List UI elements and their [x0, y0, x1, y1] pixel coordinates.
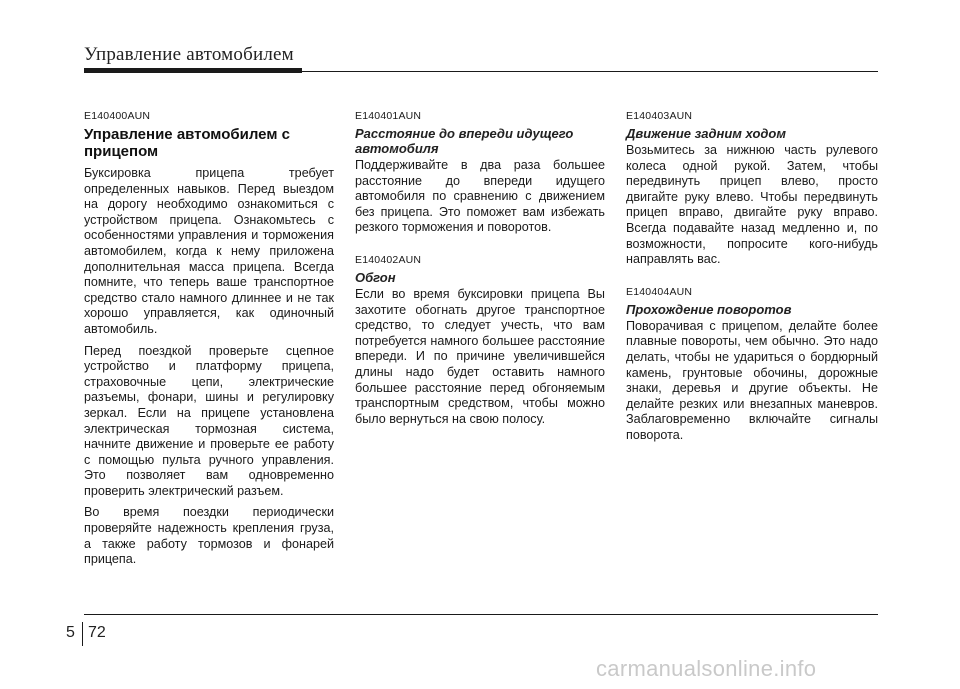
section-heading: Движение задним ходом	[626, 126, 786, 141]
header-title: Управление автомобилем	[84, 44, 294, 65]
column-3	[626, 110, 878, 450]
section-heading: Расстояние до впереди идущего автомобиля	[355, 126, 574, 156]
section-heading: Обгон	[355, 269, 396, 285]
header-rule-thin	[84, 71, 878, 72]
paragraph: Буксировка прицепа требует определенных навыков. Перед выездом на дорогу необходимо ознакомиться с устройством прицепа. Ознакомьтесь с особенностями управления и торможения автомобилем, когда к нему приложена дополнительная масса прицепа. Всегда помните, что теперь ваше транспортное средство стало намного длиннее и не так хорошо управляется, как одиночный автомобиль.	[84, 166, 334, 336]
footer-rule	[84, 614, 878, 615]
column-2	[355, 110, 605, 433]
section-heading: Прохождение поворотов	[626, 301, 792, 317]
section-code: E140403AUN	[626, 110, 693, 122]
column-1	[84, 110, 334, 574]
paragraph: Во время поездки периодически проверяйте надежность крепления груза, а также работу тормозов и фонарей прицепа.	[84, 505, 334, 567]
section-code: E140400AUN	[84, 110, 151, 122]
section-heading: Управление автомобилем с прицепом	[84, 126, 290, 160]
section-code: E140402AUN	[355, 253, 422, 266]
paragraph: Поворачивая с прицепом, делайте более плавные повороты, чем обычно. Это надо делать, чтобы не удариться о бордюрный камень, грунтовые обочины, дорожные знаки, деревья и другие объекты. Не делайте резких или внезапных маневров. Заблаговременно включайте сигналы поворота.	[626, 318, 878, 442]
paragraph: Перед поездкой проверьте сцепное устройство и платформу прицепа, страховочные цепи, электрические разъемы, фонари, шины и регулировку зеркал. Если на прицепе установлена электрическая тормозная система, начните движение и проверьте ее работу с помощью пульта ручного управления. Это позволяет вам одновременно проверить электрический разъем.	[84, 343, 334, 498]
page-number: 72	[88, 624, 106, 641]
paragraph: Возьмитесь за нижнюю часть рулевого колеса одной рукой. Затем, чтобы передвинуть прицеп влево, просто двигайте руку влево. Чтобы передвинуть прицеп вправо, двигайте руку вправо. Всегда подавайте назад медленно и, по возможности, попросите кого-нибудь направлять вас.	[626, 143, 878, 267]
paragraph: Поддерживайте в два раза большее расстояние до впереди идущего автомобиля по сравнению с движением без прицепа. Это поможет вам избежать резкого торможения и поворотов.	[355, 158, 605, 235]
watermark-text: carmanualsonline.info	[596, 656, 817, 681]
section-code: E140404AUN	[626, 285, 693, 298]
section-code: E140401AUN	[355, 110, 422, 122]
footer-divider	[82, 622, 83, 646]
section-number: 5	[66, 624, 75, 641]
paragraph: Если во время буксировки прицепа Вы захотите обогнать другое транспортное средство, то следует учесть, что вам потребуется намного большее расстояние впереди. И по причине увеличившейся длины надо будет оставить намного большее расстояние перед обгоняемым транспортным средством, чтобы можно было вернуться на свою полосу.	[355, 286, 605, 426]
